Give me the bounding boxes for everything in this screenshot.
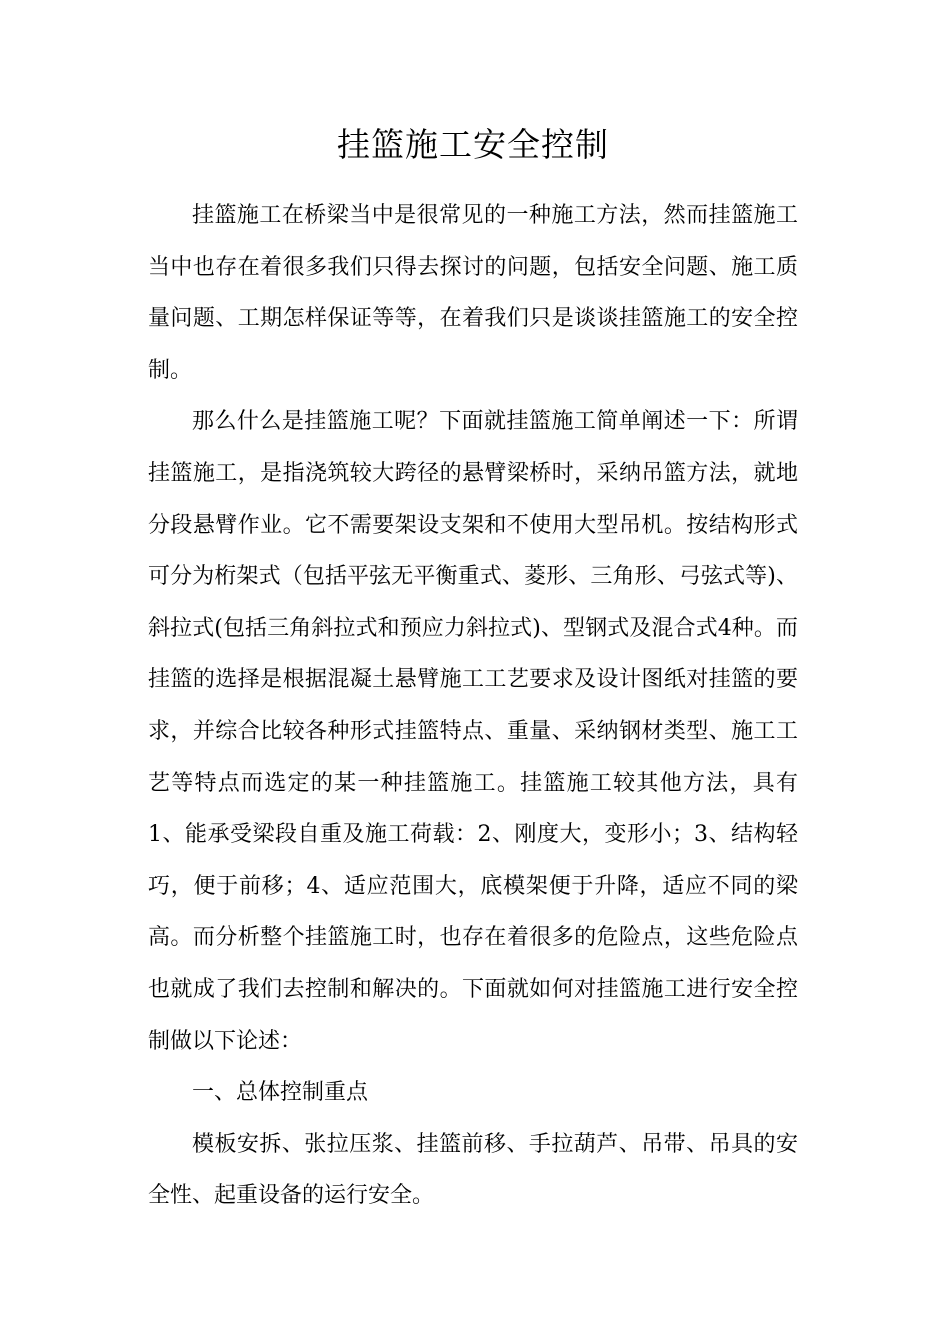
section-heading: 一、总体控制重点	[192, 1080, 369, 1106]
control-points-paragraph: 模板安拆、张拉压浆、挂篮前移、手拉葫芦、吊带、吊具的安全性、起重设备的运行安全。	[148, 1131, 798, 1209]
intro-paragraph: 挂篮施工在桥梁当中是很常见的一种施工方法，然而挂篮施工当中也存在着很多我们只得去探讨的问题，包括安全问题、施工质量问题、工期怎样保证等等，在着我们只是谈谈挂篮施工的安全控制。	[148, 203, 798, 383]
document-body	[148, 190, 798, 1222]
document-title: 挂篮施工安全控制	[337, 125, 609, 164]
definition-paragraph: 那么什么是挂篮施工呢？下面就挂篮施工简单阐述一下：所谓挂篮施工，是指浇筑较大跨径的悬臂梁桥时，采纳吊篮方法，就地分段悬臂作业。它不需要架设支架和不使用大型吊机。按结构形式可分为桁架式（包括平弦无平衡重式、菱形、三角形、弓弦式等)、斜拉式(包括三角斜拉式和预应力斜拉式)、型钢式及混合式4种。而挂篮的选择是根据混凝土悬臂施工工艺要求及设计图纸对挂篮的要求，并综合比较各种形式挂篮特点、重量、采纳钢材类型、施工工艺等特点而选定的某一种挂篮施工。挂篮施工较其他方法，具有1、能承受梁段自重及施工荷载：2、刚度大，变形小；3、结构轻巧，便于前移；4、适应范围大，底模架便于升降，适应不同的梁高。而分析整个挂篮施工时，也存在着很多的危险点，这些危险点也就成了我们去控制和解决的。下面就如何对挂篮施工进行安全控制做以下论述：	[148, 409, 798, 1054]
